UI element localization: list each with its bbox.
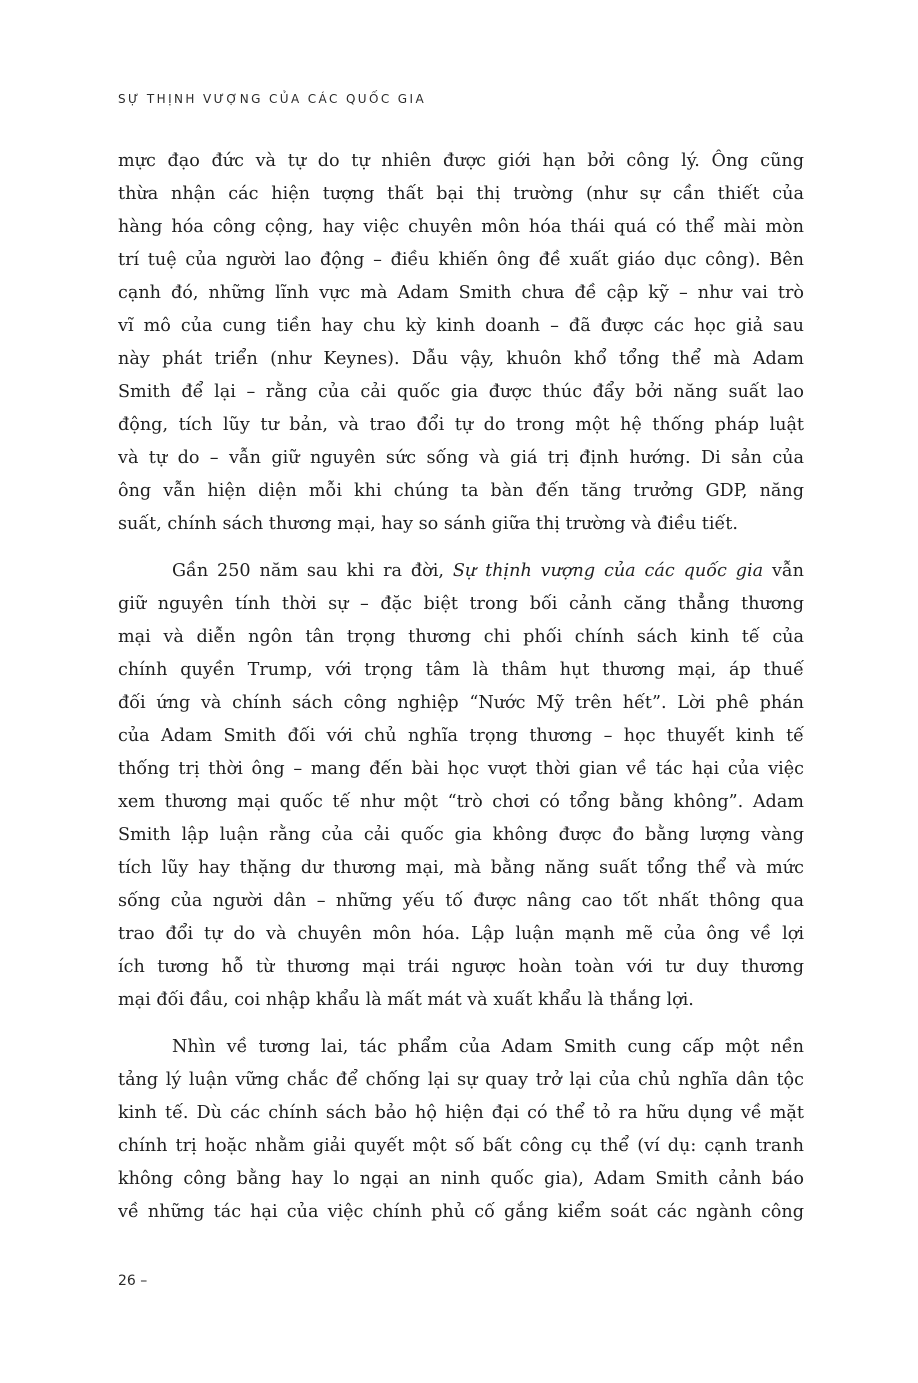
body-text xyxy=(118,145,804,1243)
text-line: của Adam Smith đối với chủ nghĩa trọng thương – học thuyết kinh tế xyxy=(118,726,804,746)
text-line: tích lũy hay thặng dư thương mại, mà bằng năng suất tổng thể và mức xyxy=(118,858,804,878)
text-line: Smith lập luận rằng của cải quốc gia không được đo bằng lượng vàng xyxy=(118,825,804,845)
paragraph-1 xyxy=(118,145,804,541)
text-line: trí tuệ của người lao động – điều khiến ông đề xuất giáo dục công). Bên xyxy=(118,250,804,270)
text-line: mực đạo đức và tự do tự nhiên được giới hạn bởi công lý. Ông cũng xyxy=(118,151,804,171)
page-number: 26 – xyxy=(118,1273,148,1289)
text-line: và tự do – vẫn giữ nguyên sức sống và giá trị định hướng. Di sản của xyxy=(118,448,804,468)
book-title: Sự thịnh vượng của các quốc gia xyxy=(452,561,764,581)
paragraph-3 xyxy=(118,1031,804,1229)
running-header: SỰ THỊNH VƯỢNG CỦA CÁC QUỐC GIA xyxy=(118,92,427,106)
text-line: Smith để lại – rằng của cải quốc gia được thúc đẩy bởi năng suất lao xyxy=(118,382,804,402)
text-line: ích tương hỗ từ thương mại trái ngược hoàn toàn với tư duy thương xyxy=(118,957,804,977)
text-line: tảng lý luận vững chắc để chống lại sự quay trở lại của chủ nghĩa dân tộc xyxy=(118,1070,804,1090)
text-line: Nhìn về tương lai, tác phẩm của Adam Smith cung cấp một nền xyxy=(172,1037,804,1057)
text-line xyxy=(118,555,804,588)
text-line: thừa nhận các hiện tượng thất bại thị trường (như sự cần thiết của xyxy=(118,184,804,204)
text-line: về những tác hại của việc chính phủ cố gắng kiểm soát các ngành công xyxy=(118,1202,804,1222)
paragraph-2 xyxy=(118,555,804,1017)
text-line: không công bằng hay lo ngại an ninh quốc gia), Adam Smith cảnh báo xyxy=(118,1169,804,1189)
text-line: trao đổi tự do và chuyên môn hóa. Lập luận mạnh mẽ của ông về lợi xyxy=(118,924,804,944)
text-line: suất, chính sách thương mại, hay so sánh giữa thị trường và điều tiết. xyxy=(118,514,738,534)
text-line: xem thương mại quốc tế như một “trò chơi có tổng bằng không”. Adam xyxy=(118,792,804,812)
text-line: kinh tế. Dù các chính sách bảo hộ hiện đại có thể tỏ ra hữu dụng về mặt xyxy=(118,1103,804,1123)
text-run: vẫn xyxy=(763,561,804,581)
text-line: mại đối đầu, coi nhập khẩu là mất mát và xuất khẩu là thắng lợi. xyxy=(118,990,694,1010)
text-line: thống trị thời ông – mang đến bài học vượt thời gian về tác hại của việc xyxy=(118,759,804,779)
text-line: hàng hóa công cộng, hay việc chuyên môn hóa thái quá có thể mài mòn xyxy=(118,217,804,237)
text-line: chính quyền Trump, với trọng tâm là thâm hụt thương mại, áp thuế xyxy=(118,660,804,680)
text-line: chính trị hoặc nhằm giải quyết một số bất công cụ thể (ví dụ: cạnh tranh xyxy=(118,1136,804,1156)
text-line: vĩ mô của cung tiền hay chu kỳ kinh doanh – đã được các học giả sau xyxy=(118,316,804,336)
text-line: động, tích lũy tư bản, và trao đổi tự do trong một hệ thống pháp luật xyxy=(118,415,804,435)
text-line: này phát triển (như Keynes). Dẫu vậy, khuôn khổ tổng thể mà Adam xyxy=(118,349,804,369)
text-line: mại và diễn ngôn tân trọng thương chi phối chính sách kinh tế của xyxy=(118,627,804,647)
text-line: sống của người dân – những yếu tố được nâng cao tốt nhất thông qua xyxy=(118,891,804,911)
text-line: đối ứng và chính sách công nghiệp “Nước Mỹ trên hết”. Lời phê phán xyxy=(118,693,804,713)
text-line: ông vẫn hiện diện mỗi khi chúng ta bàn đến tăng trưởng GDP, năng xyxy=(118,481,804,501)
text-line: giữ nguyên tính thời sự – đặc biệt trong bối cảnh căng thẳng thương xyxy=(118,594,804,614)
text-run: Gần 250 năm sau khi ra đời, xyxy=(172,561,453,581)
text-line: cạnh đó, những lĩnh vực mà Adam Smith chưa đề cập kỹ – như vai trò xyxy=(118,283,804,303)
